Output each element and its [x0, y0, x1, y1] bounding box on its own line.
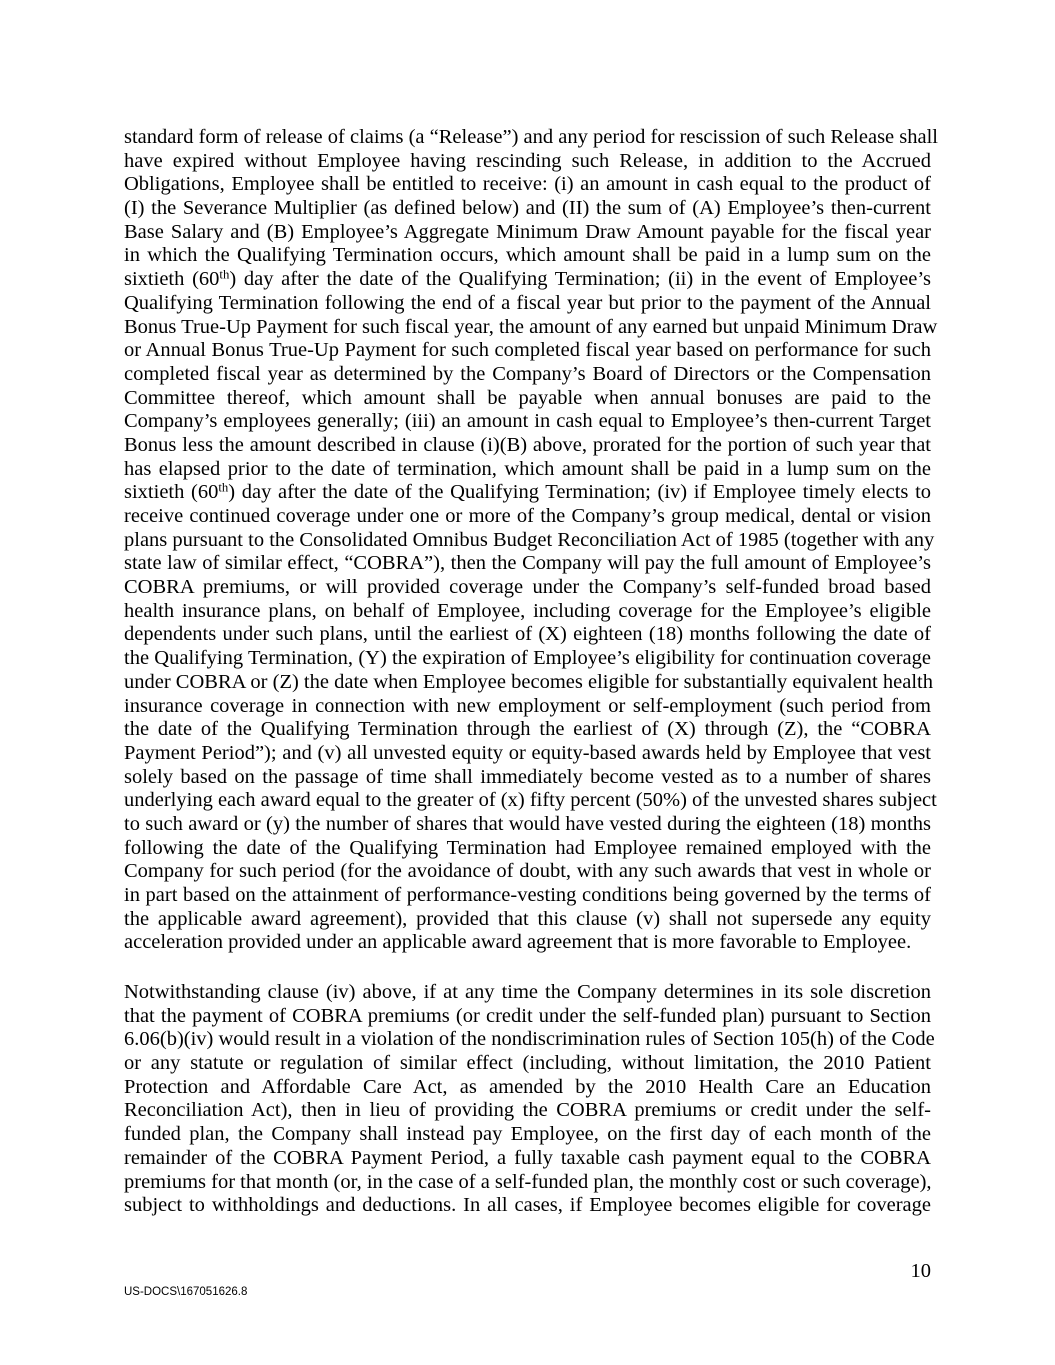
text-line: 6.06(b)(iv) would result in a violation of the nondiscrimination rules of Section 105(h) of the Code	[124, 1028, 935, 1051]
page-number: 10	[910, 1260, 931, 1282]
text-line: Reconciliation Act), then in lieu of providing the COBRA premiums or credit under the self-	[124, 1099, 931, 1122]
text-line: premiums for that month (or, in the case of a self-funded plan, the monthly cost or such coverage),	[124, 1170, 932, 1193]
text-line: state law of similar effect, “COBRA”), then the Company will pay the full amount of Employee’s	[124, 552, 931, 575]
body-paragraph-2	[124, 981, 935, 1218]
text-line: or any statute or regulation of similar effect (including, without limitation, the 2010 Patient	[124, 1052, 931, 1075]
text-line	[124, 268, 931, 292]
text-line: have expired without Employee having rescinding such Release, in addition to the Accrued	[124, 149, 931, 172]
text-line: remainder of the COBRA Payment Period, a fully taxable cash payment equal to the COBRA	[124, 1146, 931, 1169]
text-line: Payment Period”); and (v) all unvested equity or equity-based awards held by Employee that vest	[124, 741, 931, 764]
text-line: (I) the Severance Multiplier (as defined below) and (II) the sum of (A) Employee’s then-current	[124, 197, 931, 220]
text-line: solely based on the passage of time shall immediately become vested as to a number of shares	[124, 765, 931, 788]
text-line: insurance coverage in connection with new employment or self-employment (such period from	[124, 694, 931, 717]
text-line: plans pursuant to the Consolidated Omnibus Budget Reconciliation Act of 1985 (together with any	[124, 528, 935, 551]
text-line: Company’s employees generally; (iii) an amount in cash equal to Employee’s then-current Target	[124, 410, 931, 433]
text-line: following the date of the Qualifying Termination had Employee remained employed with the	[124, 836, 931, 859]
text-line: or Annual Bonus True-Up Payment for such completed fiscal year based on performance for such	[124, 339, 931, 362]
body-paragraph-1	[124, 126, 938, 955]
text-line: receive continued coverage under one or more of the Company’s group medical, dental or vision	[124, 505, 931, 527]
text-segment: ) day after the date of the Qualifying Termination; (iv) if Employee timely elects to	[228, 481, 932, 504]
text-line: Company for such period (for the avoidance of doubt, with any such awards that vest in whole or	[124, 860, 931, 883]
text-segment: sixtieth (60	[124, 481, 219, 504]
text-line: Base Salary and (B) Employee’s Aggregate Minimum Draw Amount payable for the fiscal year	[124, 220, 931, 243]
text-line: subject to withholdings and deductions. In all cases, if Employee becomes eligible for coverage	[124, 1194, 931, 1217]
text-line: funded plan, the Company shall instead pay Employee, on the first day of each month of the	[124, 1123, 931, 1146]
text-line: Notwithstanding clause (iv) above, if at any time the Company determines in its sole discretion	[124, 981, 931, 1003]
text-line: Obligations, Employee shall be entitled to receive: (i) an amount in cash equal to the product of	[124, 173, 931, 196]
text-line: the Qualifying Termination, (Y) the expiration of Employee’s eligibility for continuation coverage	[124, 647, 931, 670]
text-line: in which the Qualifying Termination occurs, which amount shall be paid in a lump sum on the	[124, 244, 931, 267]
text-line: the date of the Qualifying Termination through the earliest of (X) through (Z), the “COBRA	[124, 718, 931, 741]
ordinal-superscript: th	[218, 480, 229, 495]
text-segment: sixtieth (60	[124, 268, 220, 291]
text-line: to such award or (y) the number of shares that would have vested during the eighteen (18) months	[124, 812, 931, 835]
text-line: dependents under such plans, until the earliest of (X) eighteen (18) months following the date of	[124, 623, 931, 646]
text-line: Protection and Affordable Care Act, as amended by the 2010 Health Care an Education	[124, 1075, 931, 1098]
text-line: underlying each award equal to the greater of (x) fifty percent (50%) of the unvested shares subject	[124, 789, 937, 812]
text-line: Qualifying Termination following the end of a fiscal year but prior to the payment of the Annual	[124, 291, 931, 314]
text-line: acceleration provided under an applicable award agreement that is more favorable to Employee.	[124, 931, 912, 954]
text-line: the applicable award agreement), provided that this clause (v) shall not supersede any equity	[124, 907, 931, 930]
text-line: has elapsed prior to the date of termination, which amount shall be paid in a lump sum on the	[124, 457, 931, 480]
text-line: completed fiscal year as determined by the Company’s Board of Directors or the Compensation	[124, 362, 931, 385]
text-line: Bonus less the amount described in clause (i)(B) above, prorated for the portion of such year that	[124, 433, 931, 456]
text-line: health insurance plans, on behalf of Employee, including coverage for the Employee’s eligible	[124, 599, 931, 622]
text-line: that the payment of COBRA premiums (or credit under the self-funded plan) pursuant to Section	[124, 1004, 931, 1027]
text-segment: ) day after the date of the Qualifying Termination; (ii) in the event of Employee’s	[229, 268, 932, 291]
text-line	[124, 481, 931, 505]
text-line: COBRA premiums, or will provided coverage under the Company’s self-funded broad based	[124, 576, 931, 599]
text-line: in part based on the attainment of performance-vesting conditions being governed by the terms of	[124, 884, 931, 906]
text-line: under COBRA or (Z) the date when Employee becomes eligible for substantially equivalent health	[124, 670, 933, 693]
text-line: Committee thereof, which amount shall be payable when annual bonuses are paid to the	[124, 386, 931, 409]
text-line: standard form of release of claims (a “Release”) and any period for rescission of such Release shall	[124, 126, 938, 148]
ordinal-superscript: th	[219, 267, 230, 282]
text-line: Bonus True-Up Payment for such fiscal year, the amount of any earned but unpaid Minimum Draw	[124, 315, 938, 338]
document-id-footer: US-DOCS\167051626.8	[124, 1286, 248, 1298]
